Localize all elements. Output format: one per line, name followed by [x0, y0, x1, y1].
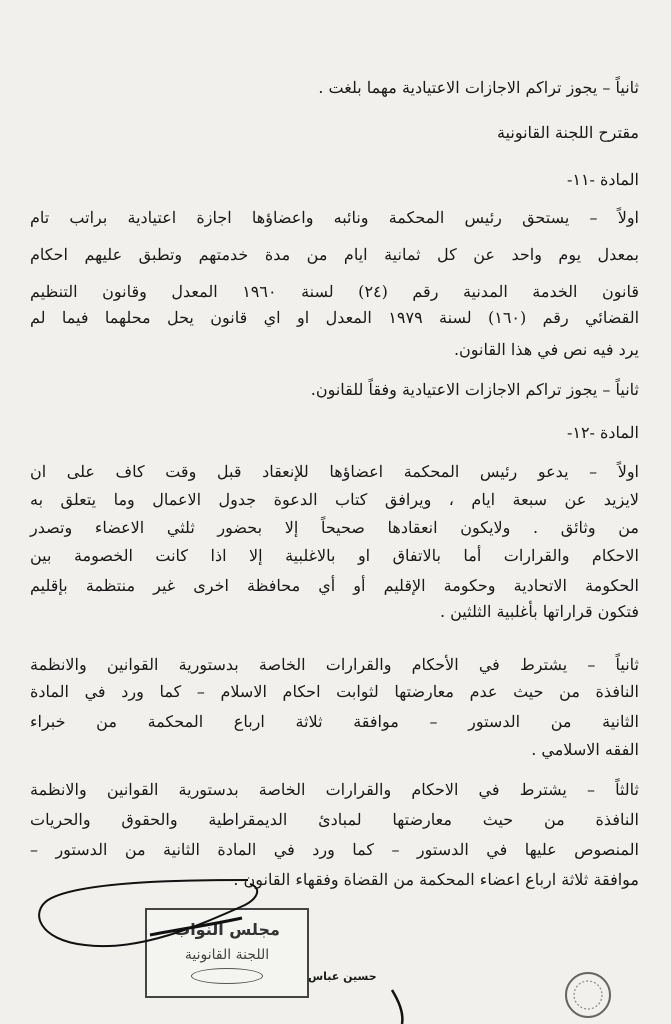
text-line: المنصوص عليها في الدستور – كما ورد في المادة الثانية من الدستور – — [30, 840, 639, 859]
stamp-title: مجلس النواب — [174, 920, 280, 939]
text-line: ثانياً – يشترط في الأحكام والقرارات الخاصة بدستورية القوانين والانظمة — [30, 655, 640, 674]
seal-icon — [566, 973, 610, 1017]
text-line: بمعدل يوم واحد عن كل ثمانية ايام من مدة خدمتهم وتطبق عليهم احكام — [30, 245, 639, 264]
section-heading: مقترح اللجنة القانونية — [496, 123, 639, 142]
text-line: الفقه الاسلامي . — [531, 740, 639, 759]
text-line: النافذة من حيث عدم معارضتها لثوابت احكام الاسلام – كما ورد في المادة — [30, 682, 639, 701]
stamp-oval — [191, 968, 263, 984]
committee-stamp — [145, 908, 309, 998]
text-line: ثالثاً – يشترط في الاحكام والقرارات الخاصة بدستورية القوانين والانظمة — [30, 780, 640, 799]
text-line: النافذة من حيث معارضتها لمبادئ الديمقراطية والحقوق والحريات — [30, 810, 639, 829]
article-heading: المادة -١٢- — [566, 423, 639, 442]
text-line: الثانية من الدستور – موافقة ثلاثة ارباع المحكمة من خبراء — [30, 712, 639, 731]
text-line: الاحكام والقرارات أما بالاتفاق او بالاغلبية إلا اذا كانت الخصومة بين — [30, 546, 639, 565]
text-line: يرد فيه نص في هذا القانون. — [453, 340, 639, 359]
text-line: القضائي رقم (١٦٠) لسنة ١٩٧٩ المعدل او اي قانون يحل محلهما فيما لم — [30, 308, 640, 327]
text-line: اولاً – يستحق رئيس المحكمة ونائبه واعضاؤها اجازة اعتيادية براتب تام — [30, 208, 639, 227]
text-line: ثانياً – يجوز تراكم الاجازات الاعتيادية وفقاً للقانون. — [310, 380, 639, 399]
signer-name: حسين عباس — [308, 970, 377, 983]
article-heading: المادة -١١- — [566, 170, 639, 189]
text-line: لايزيد عن سبعة ايام ، ويرافق كتاب الدعوة جدول الاعمال وما يتعلق به — [30, 490, 639, 509]
text-line: قانون الخدمة المدنية رقم (٢٤) لسنة ١٩٦٠ المعدل وقانون التنظيم — [30, 282, 640, 301]
text-line: الحكومة الاتحادية وحكومة الإقليم أو أي محافظة اخرى غير منتظمة بإقليم — [30, 576, 639, 595]
text-line: فتكون قراراتها بأغلبية الثلثين . — [439, 602, 639, 621]
text-line: ثانياً – يجوز تراكم الاجازات الاعتيادية مهما بلغت . — [318, 78, 639, 97]
text-line: من وثائق . ولايكون انعقادها صحيحاً إلا بحضور ثلثي الاعضاء وتصدر — [30, 518, 639, 537]
text-line: موافقة ثلاثة ارباع اعضاء المحكمة من القضاة وفقهاء القانون . — [233, 870, 639, 889]
page-number-mark — [392, 990, 402, 1024]
text-line: اولاً – يدعو رئيس المحكمة اعضاؤها للإنعقاد قبل وقت كاف على ان — [30, 462, 639, 481]
stamp-subtitle: اللجنة القانونية — [184, 947, 270, 963]
